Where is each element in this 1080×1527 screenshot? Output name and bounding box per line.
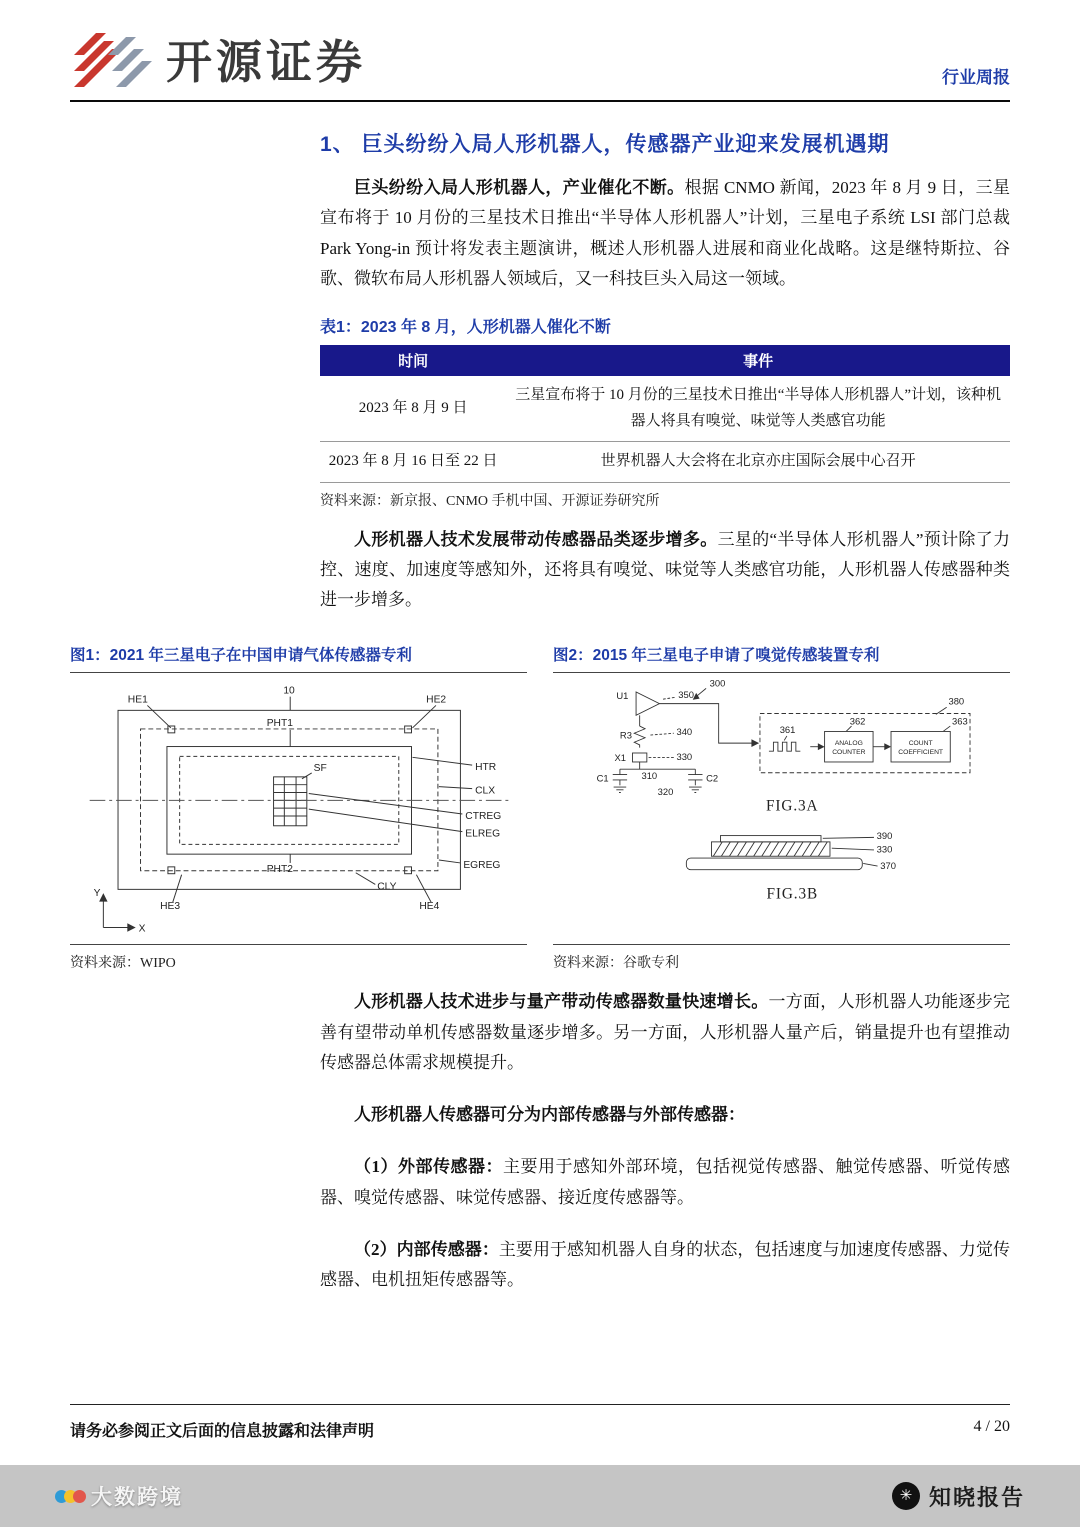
- figure2: [553, 643, 1010, 972]
- zhixiao-logo-icon: ✳: [892, 1482, 920, 1510]
- section-title: 1、 巨头纷纷入局人形机器人，传感器产业迎来发展机遇期: [320, 133, 890, 156]
- logo-gray-stripes: [108, 37, 152, 87]
- watermark-strip: [0, 1465, 1080, 1527]
- paragraph-rest: 主要用于感知机器人自身的状态，包括速度与加速度传感器、力觉传感器、电机扭矩传感器等。: [320, 1239, 1011, 1289]
- figure1-caption: 图1：2021 年三星电子在中国申请气体传感器专利: [70, 643, 527, 673]
- figure2-source: 资料来源：谷歌专利: [553, 956, 679, 972]
- fig2-olfactory-sensor-diagram: [584, 674, 979, 943]
- table1-header-event: 事件: [506, 345, 1010, 376]
- fig1-label: CTREG: [464, 810, 501, 822]
- figure2-caption: 图2：2015 年三星电子申请了嗅觉传感装置专利: [553, 643, 1010, 673]
- table1-source: 资料来源：新京报、CNMO 手机中国、开源证券研究所: [320, 493, 660, 509]
- fig2-label: 310: [641, 770, 658, 782]
- fig1-label: HE4: [418, 900, 439, 912]
- paragraph-rest: 主要用于感知外部环境，包括视觉传感器、触觉传感器、听觉传感器、嗅觉传感器、味觉传感器、接近度传感器等。: [320, 1157, 1010, 1207]
- fig2-label: 380: [948, 695, 965, 707]
- fig1-label: SF: [313, 762, 327, 774]
- table-row: [320, 442, 1010, 483]
- fig1-gas-sensor-diagram: [74, 681, 524, 937]
- doc-type-label: 行业周报: [942, 68, 1010, 87]
- fig1-label: 10: [282, 685, 295, 697]
- body-column-2: [320, 987, 1010, 1295]
- paragraph-rest: 一方面，人形机器人功能逐步完善有望带动单机传感器数量逐步增多。另一方面，人形机器人量产后，销量提升也有望推动传感器总体需求规模提升。: [320, 992, 1011, 1072]
- fig1-axis-x-label: X: [138, 923, 145, 935]
- watermark-right-label: 知晓报告: [928, 1484, 1025, 1510]
- fig1-label: HE1: [127, 694, 148, 706]
- fig2-label: C1: [596, 772, 609, 784]
- table1-block: [320, 314, 1010, 510]
- brand: [70, 26, 366, 92]
- table1-row1-time: 2023 年 8 月 9 日: [320, 376, 506, 442]
- fig2-label: 390: [876, 830, 893, 842]
- fig2-count-coefficient-box: COUNT: [908, 740, 933, 748]
- figure1-source: 资料来源：WIPO: [70, 956, 176, 972]
- fig2-label: 363: [952, 715, 968, 727]
- fig1-axis-y-label: Y: [93, 887, 100, 899]
- paragraph: [320, 1235, 1010, 1296]
- fig2-label: R3: [619, 729, 632, 741]
- fig2-label: 361: [779, 724, 796, 736]
- fig1-label: CLY: [376, 880, 396, 892]
- paragraph-lead: 巨头纷纷入局人形机器人，产业催化不断。: [354, 178, 685, 197]
- fig2-label: U1: [616, 690, 629, 702]
- fig2-analog-counter-box: ANALOG: [834, 740, 863, 748]
- page-number: 4 / 20: [973, 1418, 1010, 1435]
- table1-title: 表1：2023 年 8 月，人形机器人催化不断: [320, 319, 611, 336]
- fig2-label: 350: [678, 689, 694, 701]
- table-row: [320, 376, 1010, 442]
- watermark-right: [892, 1481, 1025, 1512]
- brand-logo-icon: [70, 29, 154, 89]
- fig2-fig3a-label: FIG.3A: [766, 797, 819, 815]
- page-footer: [70, 1404, 1010, 1441]
- paragraph: [320, 987, 1010, 1078]
- table1-header-row: [320, 345, 1010, 376]
- fig1-label: PHT1: [266, 717, 293, 729]
- fig1-label: CLX: [474, 785, 495, 797]
- fig1-label: EGREG: [462, 859, 500, 871]
- fig2-label: X1: [614, 752, 627, 764]
- dashu-logo-icon: [55, 1490, 82, 1503]
- fig2-label: 330: [676, 751, 693, 763]
- table1-row1-event: 三星宣布将于 10 月份的三星技术日推出“半导体人形机器人”计划，该种机器人将具有嗅觉、味觉等人类感官功能: [506, 376, 1010, 442]
- table1-row2-event: 世界机器人大会将在北京亦庄国际会展中心召开: [506, 442, 1010, 483]
- figure1-body: [70, 673, 527, 945]
- fig2-label: 320: [657, 786, 674, 798]
- figure2-body: [553, 673, 1010, 945]
- paragraph: [320, 1152, 1010, 1213]
- fig2-label: 300: [709, 677, 726, 689]
- fig2-analog-counter-box: COUNTER: [832, 748, 866, 756]
- paragraph-intro: [320, 173, 1010, 294]
- fig2-fig3b-label: FIG.3B: [766, 885, 819, 903]
- paragraph: [320, 525, 1010, 616]
- page-header: [70, 26, 1010, 102]
- fig2-label: 340: [676, 726, 693, 738]
- fig2-label: 362: [849, 715, 866, 727]
- fig2-label: C2: [706, 772, 719, 784]
- fig1-label: HE3: [159, 900, 180, 912]
- figure1: [70, 643, 527, 972]
- footer-disclaimer: 请务必参阅正文后面的信息披露和法律声明: [70, 1423, 375, 1440]
- brand-name: 开源证券: [166, 36, 366, 88]
- paragraph-lead: （1）外部传感器：: [354, 1157, 503, 1177]
- logo-red-stripes: [74, 33, 122, 87]
- paragraph-lead: 人形机器人技术发展带动传感器品类逐步增多。: [354, 529, 718, 549]
- fig2-label: 330: [876, 843, 893, 855]
- watermark-left: [55, 1481, 183, 1511]
- table1-row2-time: 2023 年 8 月 16 日至 22 日: [320, 442, 506, 483]
- fig1-label: HTR: [474, 761, 496, 773]
- table1-header-time: 时间: [320, 345, 506, 376]
- table1: [320, 345, 1010, 483]
- fig2-count-coefficient-box: COEFFICIENT: [898, 748, 944, 756]
- paragraph-lead: 人形机器人技术进步与量产带动传感器数量快速增长。: [354, 992, 769, 1012]
- watermark-left-label: 大数跨境: [91, 1486, 183, 1509]
- fig2-label: 370: [880, 859, 896, 871]
- paragraph-lead: （2）内部传感器：: [354, 1239, 499, 1259]
- paragraph-rest: 三星的“半导体人形机器人”预计除了力控、速度、加速度等感知外，还将具有嗅觉、味觉等人类感官功能，人形机器人传感器种类进一步增多。: [320, 529, 1011, 609]
- fig1-label: HE2: [425, 694, 446, 706]
- fig1-label: PHT2: [266, 863, 293, 875]
- body-column: [320, 128, 1010, 615]
- figures-row: [70, 643, 1010, 972]
- fig1-label: ELREG: [464, 828, 500, 840]
- paragraph: [320, 1100, 1010, 1130]
- paragraph-rest: 根据 CNMO 新闻，2023 年 8 月 9 日，三星宣布将于 10 月份的三星技术日推出“半导体人形机器人”计划，三星电子系统 LSI 部门总裁 Park Yong-in 预计将发表主题演讲，概述人形机器人进展和商业化战略。这是继特斯拉、谷歌、微软布局人形机器人领域后，又一科技巨头入局这一领域。: [320, 178, 1010, 288]
- paragraph-lead: 人形机器人传感器可分为内部传感器与外部传感器：: [354, 1105, 745, 1124]
